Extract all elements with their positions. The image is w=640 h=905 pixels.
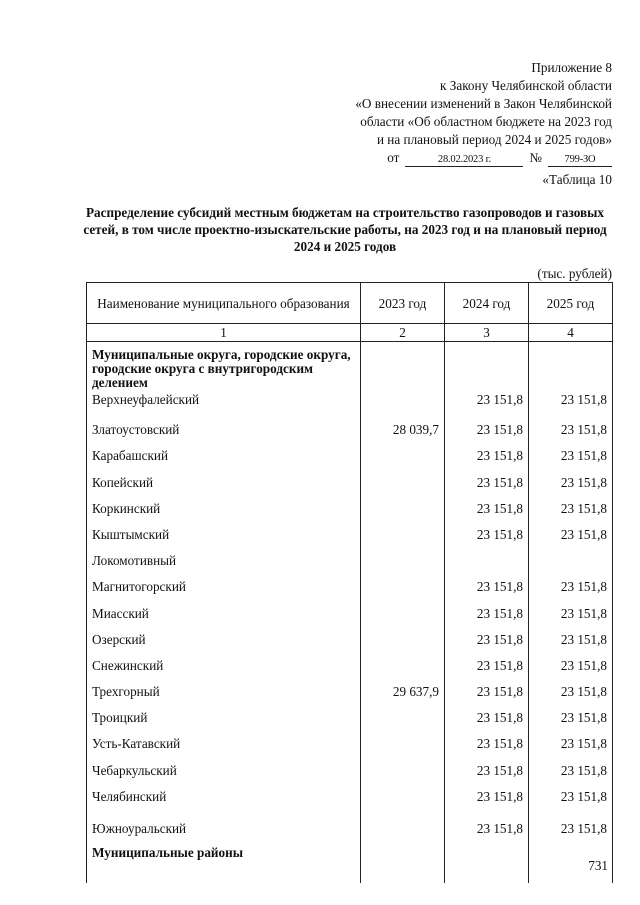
group-header: Муниципальные округа, городские округа, городские округа с внутригородским делением	[87, 342, 361, 393]
value-2023	[361, 597, 445, 623]
municipality-name: Снежинский	[87, 650, 361, 676]
municipality-name: Троицкий	[87, 702, 361, 728]
value-2024: 23 151,8	[445, 519, 529, 545]
table-row	[87, 392, 613, 414]
value-2024: 23 151,8	[445, 728, 529, 754]
value-2024: 23 151,8	[445, 414, 529, 440]
table-row	[87, 754, 613, 780]
municipality-name: Озерский	[87, 624, 361, 650]
value-2023	[361, 728, 445, 754]
value-2023	[361, 440, 445, 466]
municipality-name: Трехгорный	[87, 676, 361, 702]
value-2025	[529, 545, 613, 571]
table-row	[87, 466, 613, 492]
value-2023	[361, 466, 445, 492]
table-row	[87, 597, 613, 623]
municipality-name: Усть-Катавский	[87, 728, 361, 754]
table-header-row	[87, 283, 613, 324]
value-2023: 28 039,7	[361, 414, 445, 440]
value-2025: 23 151,8	[529, 414, 613, 440]
value-2024: 23 151,8	[445, 493, 529, 519]
header-municipality: Наименование муниципального образования	[87, 283, 361, 324]
header-2024: 2024 год	[445, 283, 529, 324]
value-2024: 23 151,8	[445, 624, 529, 650]
municipality-name: Копейский	[87, 466, 361, 492]
value-2025: 23 151,8	[529, 597, 613, 623]
table-row	[87, 493, 613, 519]
value-2023	[361, 519, 445, 545]
column-number-row	[87, 324, 613, 342]
value-2023	[361, 624, 445, 650]
value-2025: 23 151,8	[529, 754, 613, 780]
value-2024: 23 151,8	[445, 702, 529, 728]
page-number: 731	[588, 858, 608, 873]
value-2023: 29 637,9	[361, 676, 445, 702]
municipality-name: Локомотивный	[87, 545, 361, 571]
number-label: №	[529, 150, 542, 165]
municipality-name: Челябинский	[87, 781, 361, 807]
group-header: Муниципальные районы	[87, 839, 361, 883]
table-row	[87, 440, 613, 466]
value-2025: 23 151,8	[529, 392, 613, 414]
value-2025: 23 151,8	[529, 650, 613, 676]
value-2024: 23 151,8	[445, 597, 529, 623]
value-2025: 23 151,8	[529, 493, 613, 519]
group-header-row	[87, 342, 613, 393]
annex-line: к Закону Челябинской области	[440, 78, 612, 93]
value-2025: 23 151,8	[529, 440, 613, 466]
annex-line: «О внесении изменений в Закон Челябинской	[355, 96, 612, 111]
value-2025: 23 151,8	[529, 624, 613, 650]
municipality-name: Карабашский	[87, 440, 361, 466]
table-row	[87, 545, 613, 571]
table-row	[87, 519, 613, 545]
table-row	[87, 728, 613, 754]
table-row	[87, 571, 613, 597]
municipality-name: Верхнеуфалейский	[87, 392, 361, 414]
municipality-name: Южноуральский	[87, 807, 361, 839]
value-2023	[361, 545, 445, 571]
value-2025: 23 151,8	[529, 781, 613, 807]
header-2025: 2025 год	[529, 283, 613, 324]
value-2025: 23 151,8	[529, 519, 613, 545]
column-number: 4	[529, 324, 613, 342]
table-row	[87, 624, 613, 650]
table-reference: «Таблица 10	[542, 172, 612, 187]
column-number: 3	[445, 324, 529, 342]
value-2025: 23 151,8	[529, 702, 613, 728]
law-signature-line	[355, 149, 612, 167]
value-2024: 23 151,8	[445, 466, 529, 492]
subsidy-table	[86, 282, 613, 883]
value-2024: 23 151,8	[445, 571, 529, 597]
value-2023	[361, 807, 445, 839]
table-row	[87, 650, 613, 676]
group-header-row	[87, 839, 613, 883]
column-number: 2	[361, 324, 445, 342]
value-2024: 23 151,8	[445, 807, 529, 839]
municipality-name: Кыштымский	[87, 519, 361, 545]
value-2024: 23 151,8	[445, 392, 529, 414]
annex-line: Приложение 8	[531, 60, 612, 75]
value-2025: 23 151,8	[529, 728, 613, 754]
law-number: 799-ЗО	[548, 153, 612, 167]
header-2023: 2023 год	[361, 283, 445, 324]
table-row	[87, 676, 613, 702]
column-number: 1	[87, 324, 361, 342]
value-2023	[361, 392, 445, 414]
value-2024: 23 151,8	[445, 781, 529, 807]
table-row	[87, 807, 613, 839]
value-2023	[361, 493, 445, 519]
value-2025: 23 151,8	[529, 676, 613, 702]
law-date: 28.02.2023 г.	[405, 153, 523, 167]
value-2025: 23 151,8	[529, 807, 613, 839]
annex-line: и на плановый период 2024 и 2025 годов»	[376, 132, 612, 147]
municipality-name: Коркинский	[87, 493, 361, 519]
value-2023	[361, 702, 445, 728]
from-label: от	[387, 150, 400, 165]
annex-header	[355, 59, 612, 167]
municipality-name: Чебаркульский	[87, 754, 361, 780]
municipality-name: Миасский	[87, 597, 361, 623]
document-title: Распределение субсидий местным бюджетам на строительство газопроводов и газовых сетей, в том числе проектно-изыскательские работы, на 2023 год и на плановый период 2024 и 2025 годов	[83, 205, 607, 254]
value-2023	[361, 571, 445, 597]
value-2023	[361, 754, 445, 780]
value-2023	[361, 650, 445, 676]
table-row	[87, 781, 613, 807]
value-2024: 23 151,8	[445, 440, 529, 466]
units-label: (тыс. рублей)	[537, 266, 612, 281]
value-2025: 23 151,8	[529, 466, 613, 492]
value-2024: 23 151,8	[445, 754, 529, 780]
annex-line: области «Об областном бюджете на 2023 год	[360, 114, 612, 129]
value-2023	[361, 781, 445, 807]
municipality-name: Златоустовский	[87, 414, 361, 440]
value-2024: 23 151,8	[445, 650, 529, 676]
table-row	[87, 414, 613, 440]
value-2024: 23 151,8	[445, 676, 529, 702]
municipality-name: Магнитогорский	[87, 571, 361, 597]
value-2025: 23 151,8	[529, 571, 613, 597]
table-row	[87, 702, 613, 728]
value-2024	[445, 545, 529, 571]
